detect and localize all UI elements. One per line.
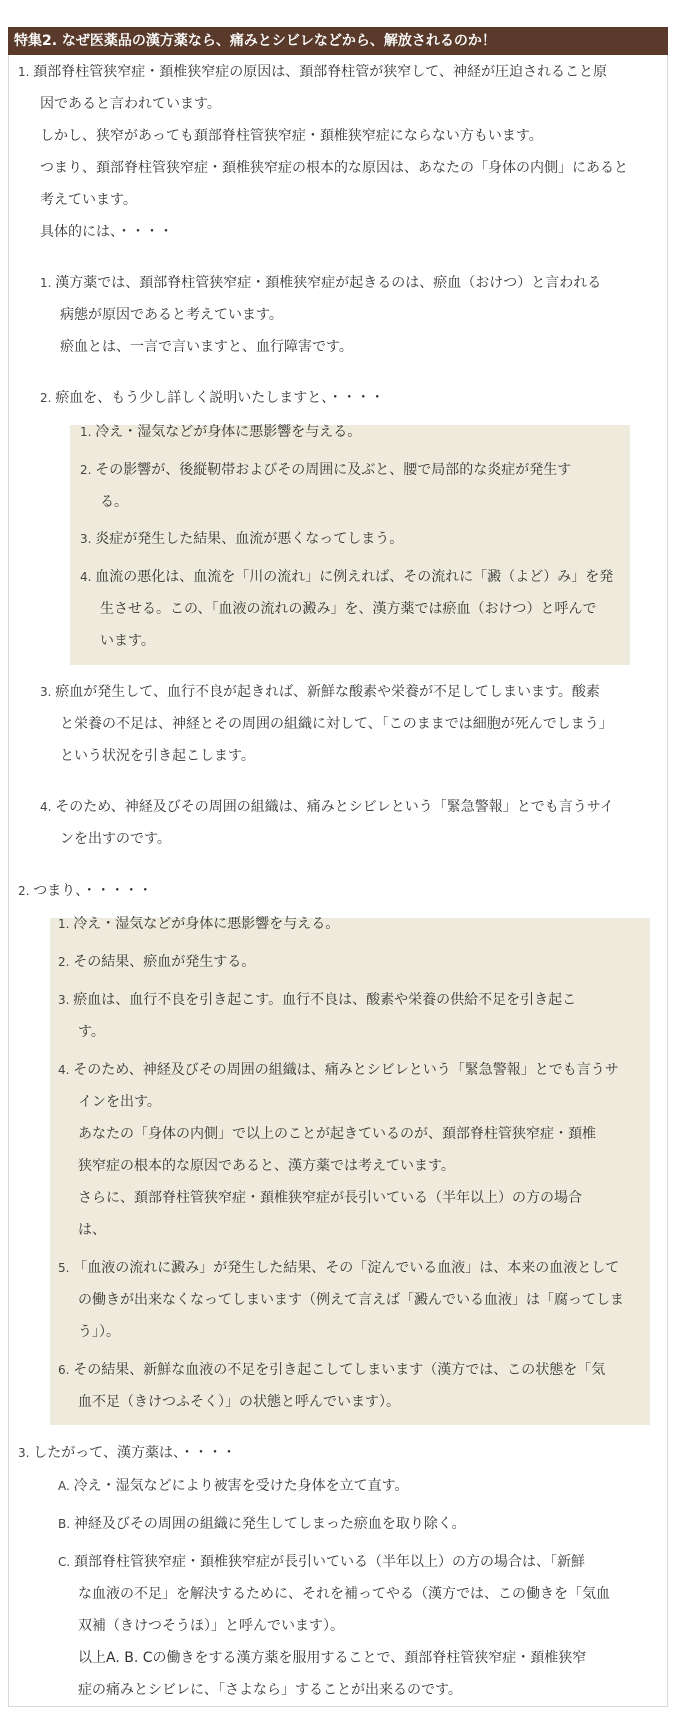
text-line (78, 1092, 161, 1112)
list-number: 1. (18, 65, 34, 79)
text-line (78, 1392, 400, 1412)
line-text: 神経及びその周囲の組織に発生してしまった瘀血を取り除く。 (73, 1516, 466, 1532)
line-text: 具体的には、・・・・ (40, 224, 173, 240)
text-line (78, 1648, 586, 1668)
line-text: 血不足（きけつふそく）」の状態と呼んでいます）。 (78, 1394, 400, 1410)
list-number: 2. (40, 391, 56, 405)
list-number: 1. (58, 917, 74, 931)
text-line (60, 337, 353, 357)
list-item (80, 422, 361, 442)
list-number: 2. (58, 955, 74, 969)
text-line (40, 190, 137, 210)
text-line (60, 714, 613, 734)
line-text: 瘀血が発生して、血行不良が起きれば、新鮮な酸素や栄養が不足してしまいます。酸素 (55, 684, 600, 700)
list-number: 3. (40, 685, 56, 699)
list-number: C. (58, 1555, 75, 1569)
list-item (58, 1360, 605, 1380)
line-text: その影響が、後縦靭帯およびその周囲に及ぶと、腰で局部的な炎症が発生す (95, 462, 572, 478)
list-number: 3. (58, 993, 74, 1007)
line-text: 血流の悪化は、血流を「川の流れ」に例えれば、その流れに「澱（よど）み」を発 (95, 569, 614, 585)
text-line (78, 1290, 624, 1310)
text-line (78, 1022, 105, 1042)
line-text: る。 (100, 494, 128, 510)
list-number: 4. (40, 800, 56, 814)
list-item (58, 914, 339, 934)
list-item (58, 952, 255, 972)
line-text: います。 (100, 633, 155, 649)
list-number: 5. (58, 1261, 74, 1275)
line-text: 「血液の流れに澱み」が発生した結果、その「淀んでいる血液」は、本来の血液として (73, 1260, 620, 1276)
line-text: さらに、頚部脊柱管狭窄症・頚椎狭窄症が長引いている（半年以上）の方の場合 (78, 1190, 582, 1206)
line-text: 漢方薬では、頚部脊柱管狭窄症・頚椎狭窄症が起きるのは、瘀血（おけつ）と言われる (55, 275, 602, 291)
text-line (40, 158, 628, 178)
list-number: 1. (80, 425, 96, 439)
text-line (78, 1156, 455, 1176)
text-line (100, 492, 128, 512)
list-item (58, 1552, 585, 1572)
list-number: A. (58, 1479, 74, 1493)
list-number: B. (58, 1517, 74, 1531)
list-item (58, 990, 576, 1010)
list-item (58, 1476, 409, 1496)
line-text: その結果、瘀血が発生する。 (73, 954, 256, 970)
line-text: 以上A. B. Cの働きをする漢方薬を服用することで、頚部脊柱管狭窄症・頚椎狭窄 (78, 1650, 587, 1666)
line-text: 症の痛みとシビレに、「さよなら」することが出来るのです。 (78, 1682, 462, 1698)
line-text: 因であると言われています。 (40, 96, 221, 112)
text-line (78, 1124, 596, 1144)
list-item (18, 1443, 236, 1463)
list-item (40, 388, 384, 408)
list-item (58, 1258, 619, 1278)
text-line (60, 829, 171, 849)
line-text: つまり、頚部脊柱管狭窄症・頚椎狭窄症の根本的な原因は、あなたの「身体の内側」にあると (40, 160, 628, 176)
line-text: インを出す。 (78, 1094, 161, 1110)
line-text: す。 (78, 1024, 105, 1040)
list-item (40, 682, 600, 702)
text-line (78, 1680, 462, 1700)
line-text: 冷え・湿気などが身体に悪影響を与える。 (95, 424, 362, 440)
text-line (78, 1616, 344, 1636)
list-item (58, 1514, 466, 1534)
line-text: という状況を引き起こします。 (60, 748, 255, 764)
line-text: な血液の不足」を解決するために、それを補ってやる（漢方では、この働きを「気血 (78, 1586, 610, 1602)
text-line (100, 631, 155, 651)
line-text: あなたの「身体の内側」で以上のことが起きているのが、頚部脊柱管狭窄症・頚椎 (78, 1126, 596, 1142)
line-text: 冷え・湿気などにより被害を受けた身体を立て直す。 (73, 1478, 409, 1494)
text-line (40, 94, 221, 114)
list-item (80, 529, 403, 549)
line-text: の働きが出来なくなってしまいます（例えて言えば「澱んでいる血液」は「腐ってしま (78, 1292, 624, 1308)
line-text: 病態が原因であると考えています。 (60, 307, 283, 323)
list-number: 4. (80, 570, 96, 584)
text-line (78, 1188, 582, 1208)
line-text: 頚部脊柱管狭窄症・頚椎狭窄症が長引いている（半年以上）の方の場合は、「新鮮 (74, 1554, 586, 1570)
line-text: 双補（きけつそうほ）」と呼んでいます）。 (78, 1618, 344, 1634)
line-text: ンを出すのです。 (60, 831, 171, 847)
line-text: そのため、神経及びその周囲の組織は、痛みとシビレという「緊急警報」とでも言うサ (73, 1062, 619, 1078)
line-text: つまり、・・・・・ (33, 883, 153, 899)
line-text: 瘀血を、もう少し詳しく説明いたしますと、・・・・ (55, 390, 385, 406)
line-text: しかし、狭窄があっても頚部脊柱管狭窄症・頚椎狭窄症にならない方もいます。 (40, 128, 543, 144)
section-title: 特集2. なぜ医薬品の漢方薬なら、痛みとシビレなどから、解放されるのか！ (8, 27, 668, 55)
text-line (78, 1220, 106, 1240)
line-text: 頚部脊柱管狭窄症・頚椎狭窄症の原因は、頚部脊柱管が狭窄して、神経が圧迫されること原 (33, 64, 607, 80)
list-item (18, 62, 607, 82)
list-number: 1. (40, 276, 56, 290)
line-text: したがって、漢方薬は、・・・・ (33, 1445, 236, 1461)
list-number: 4. (58, 1063, 74, 1077)
line-text: と栄養の不足は、神経とその周囲の組織に対して、「このままでは細胞が死んでしまう」 (60, 716, 613, 732)
line-text: 生させる。この、「血液の流れの澱み」を、漢方薬では瘀血（おけつ）と呼んで (100, 601, 597, 617)
text-line (60, 305, 283, 325)
text-line (100, 599, 596, 619)
text-line (40, 222, 173, 242)
list-item (80, 567, 613, 587)
line-text: そのため、神経及びその周囲の組織は、痛みとシビレという「緊急警報」とでも言うサイ (55, 799, 614, 815)
text-line (40, 126, 543, 146)
list-number: 2. (18, 884, 34, 898)
line-text: は、 (78, 1222, 106, 1238)
list-number: 2. (80, 463, 96, 477)
list-item (18, 881, 152, 901)
line-text: 瘀血は、血行不良を引き起こす。血行不良は、酸素や栄養の供給不足を引き起こ (73, 992, 577, 1008)
list-number: 6. (58, 1363, 74, 1377)
text-line (78, 1584, 610, 1604)
line-text: 瘀血とは、一言で言いますと、血行障害です。 (60, 339, 353, 355)
text-line (60, 746, 255, 766)
list-item (40, 273, 601, 293)
line-text: う」）。 (78, 1324, 120, 1340)
line-text: 狭窄症の根本的な原因であると、漢方薬では考えています。 (78, 1158, 455, 1174)
list-number: 3. (18, 1446, 34, 1460)
list-item (40, 797, 614, 817)
line-text: 冷え・湿気などが身体に悪影響を与える。 (73, 916, 340, 932)
list-item (58, 1060, 619, 1080)
text-line (78, 1322, 120, 1342)
line-text: その結果、新鮮な血液の不足を引き起こしてしまいます（漢方では、この状態を「気 (73, 1362, 606, 1378)
list-item (80, 460, 571, 480)
list-number: 3. (80, 532, 96, 546)
line-text: 炎症が発生した結果、血流が悪くなってしまう。 (95, 531, 404, 547)
line-text: 考えています。 (40, 192, 137, 208)
